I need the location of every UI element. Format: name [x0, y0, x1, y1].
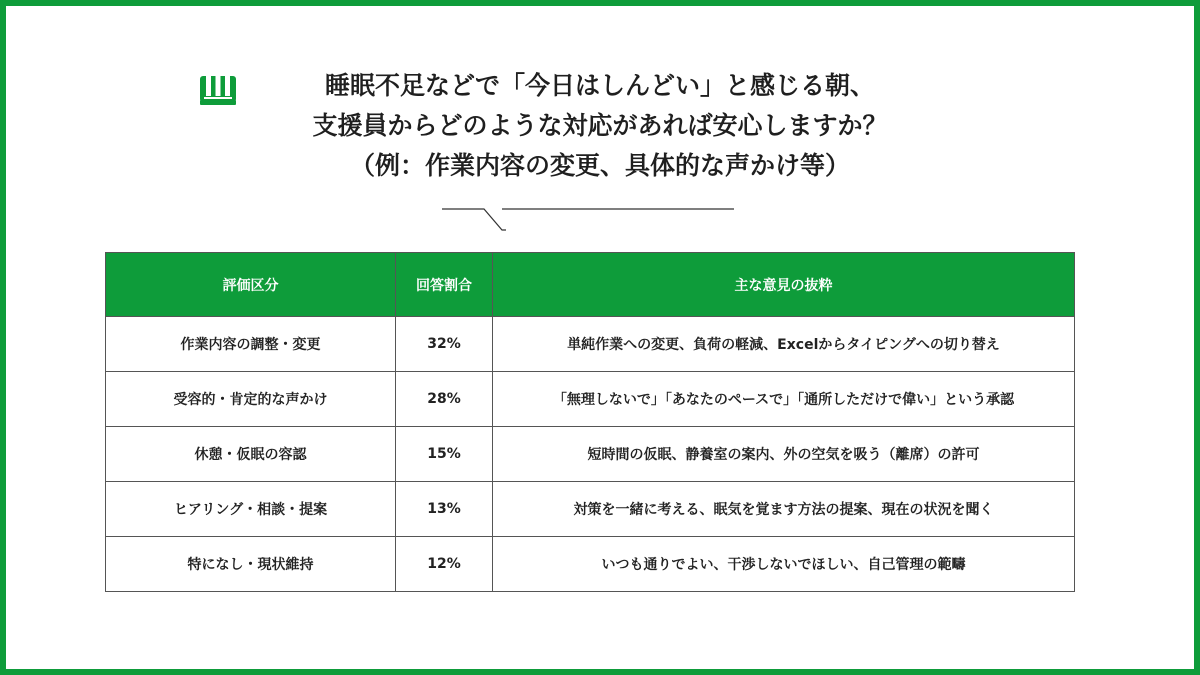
cell-ratio: 32%	[396, 317, 493, 372]
cell-opinion: 短時間の仮眠、静養室の案内、外の空気を吸う（離席）の許可	[493, 427, 1075, 482]
cell-ratio: 15%	[396, 427, 493, 482]
header-category: 評価区分	[106, 253, 396, 317]
cell-category: 休憩・仮眠の容認	[106, 427, 396, 482]
cell-ratio: 28%	[396, 372, 493, 427]
title-line-2: 支援員からどのような対応があれば安心しますか？	[312, 111, 888, 140]
cell-opinion: 「無理しないで」「あなたのペースで」「通所しただけで偉い」という承認	[493, 372, 1075, 427]
table-row	[106, 537, 1075, 592]
table-row	[106, 427, 1075, 482]
cell-opinion: 単純作業への変更、負荷の軽減、Excelからタイピングへの切り替え	[493, 317, 1075, 372]
table-header-row	[106, 253, 1075, 317]
title-line-1: 睡眠不足などで「今日はしんどい」と感じる朝、	[324, 71, 875, 100]
cell-category: 受容的・肯定的な声かけ	[106, 372, 396, 427]
survey-results-table	[105, 252, 1075, 592]
cell-category: ヒアリング・相談・提案	[106, 482, 396, 537]
header-ratio: 回答割合	[396, 253, 493, 317]
table-row	[106, 317, 1075, 372]
cell-opinion: いつも通りでよい、干渉しないでほしい、自己管理の範疇	[493, 537, 1075, 592]
question-title	[200, 66, 1000, 186]
cell-ratio: 12%	[396, 537, 493, 592]
cell-category: 特になし・現状維持	[106, 537, 396, 592]
cell-category: 作業内容の調整・変更	[106, 317, 396, 372]
header-opinions: 主な意見の抜粋	[493, 253, 1075, 317]
speech-pointer	[442, 204, 734, 234]
title-line-3: （例：作業内容の変更、具体的な声かけ等）	[349, 151, 850, 180]
cell-ratio: 13%	[396, 482, 493, 537]
table-row	[106, 372, 1075, 427]
cell-opinion: 対策を一緒に考える、眠気を覚ます方法の提案、現在の状況を聞く	[493, 482, 1075, 537]
table-row	[106, 482, 1075, 537]
